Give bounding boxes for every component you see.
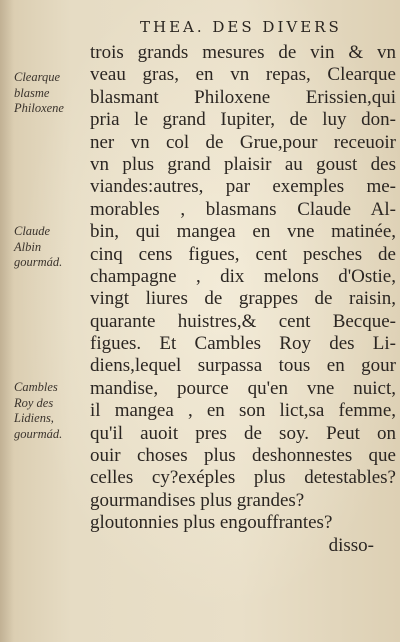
body-line: diens,lequel surpassa tous en gour: [90, 355, 396, 377]
margin-note-line: Lidiens,: [14, 411, 54, 425]
body-line: bin, qui mangea en vne matinée,: [90, 221, 396, 243]
body-line: veau gras, en vn repas, Clearque: [90, 64, 396, 86]
body-line: figues. Et Cambles Roy des Li-: [90, 333, 396, 355]
body-line: champagne , dix melons d'Ostie,: [90, 265, 396, 287]
margin-note-line: blasme: [14, 85, 50, 100]
body-line: viandes:autres, par exemples me-: [90, 176, 396, 198]
margin-note-line: Claude: [14, 224, 51, 238]
margin-note-line: Albin: [14, 239, 42, 254]
body-line: vn plus grand plaisir au goust des: [90, 153, 396, 175]
margin-note-line: Clearque: [14, 70, 61, 84]
body-line: il mangea , en son lict,sa femme,: [90, 400, 396, 422]
body-line: morables , blasmans Claude Al-: [90, 198, 396, 220]
gutter-shadow: [0, 0, 14, 642]
body-line: pria le grand Iupiter, de luy don-: [90, 109, 396, 131]
body-line: vingt liures de grappes de raisin,: [90, 288, 396, 310]
running-head: THEA. DES DIVERS: [140, 18, 342, 36]
margin-note-line: gourmád.: [14, 426, 63, 441]
body-line: blasmant Philoxene Erissien,qui: [90, 86, 396, 108]
margin-note-clearque: [14, 70, 86, 117]
margin-note-cambles: [14, 380, 86, 442]
margin-note-claude-albin: [14, 224, 86, 271]
body-line: mandise, pource qu'en vne nuict,: [90, 377, 396, 399]
body-text: [90, 42, 396, 557]
body-line: trois grands mesures de vin & vn: [90, 42, 396, 63]
body-line: quarante huistres,& cent Becque-: [90, 310, 396, 332]
margin-note-line: Cambles: [14, 380, 58, 394]
catchword: disso-: [328, 534, 374, 556]
margin-note-line: Roy des: [14, 395, 54, 410]
margin-note-line: Philoxene: [14, 101, 64, 115]
body-line: ouir choses plus deshonnestes que: [90, 445, 396, 467]
body-line: gloutonnies plus engouffrantes?: [90, 512, 333, 534]
margin-note-line: gourmád.: [14, 255, 63, 269]
body-line: cinq cens figues, cent pesches de: [90, 243, 396, 265]
body-line: qu'il auoit pres de soy. Peut on: [90, 422, 396, 444]
body-line: celles cy?exéples plus detestables?: [90, 467, 396, 489]
body-line: ner vn col de Grue,pour receuoir: [90, 131, 396, 153]
body-line: gourmandises plus grandes?: [90, 489, 305, 511]
